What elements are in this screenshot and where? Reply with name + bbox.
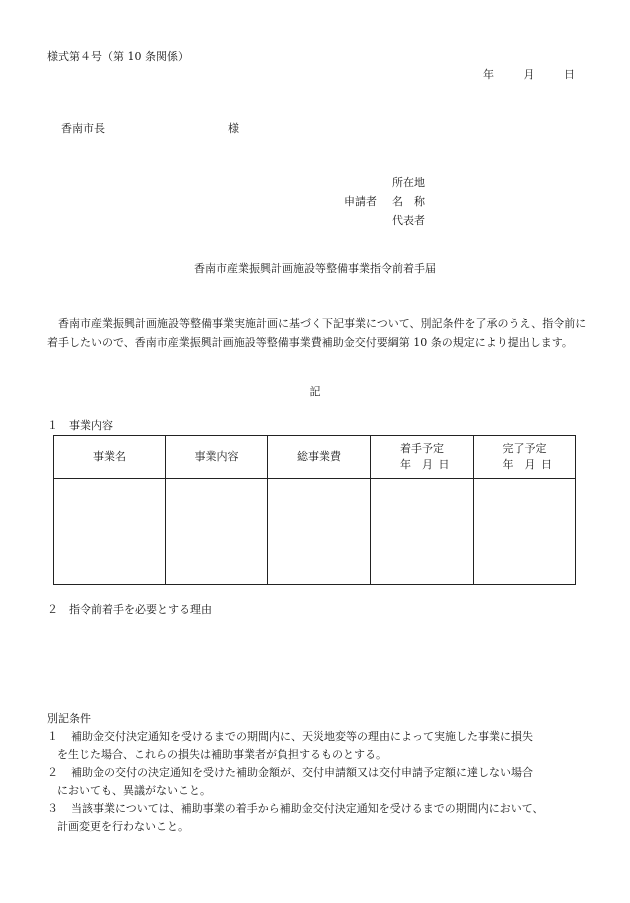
cell-project-content[interactable] — [166, 479, 268, 585]
header-project-content: 事業内容 — [166, 436, 268, 479]
date-day: 日 — [564, 68, 575, 81]
section-1-heading — [47, 419, 113, 433]
applicant-address-label: 所在地 — [392, 176, 425, 189]
cell-start-date[interactable] — [371, 479, 474, 585]
ki-heading: 記 — [309, 385, 321, 398]
completion-year: 年 — [502, 458, 514, 471]
header-total-cost: 総事業費 — [268, 436, 371, 479]
section-1-label: 事業内容 — [69, 419, 113, 432]
start-date-fields — [371, 457, 473, 473]
applicant-name-label: 名 称 — [392, 195, 425, 208]
cell-completion-date[interactable] — [474, 479, 576, 585]
conditions-heading: 別記条件 — [47, 712, 91, 725]
condition-item — [47, 728, 607, 764]
section-1-number: １ — [47, 419, 58, 432]
submission-date — [483, 68, 575, 82]
completion-month: 月 — [524, 458, 536, 471]
header-start-date — [371, 436, 474, 479]
condition-text-line2: 計画変更を行わないこと。 — [57, 820, 189, 833]
header-project-name: 事業名 — [54, 436, 166, 479]
condition-text-line1: 当該事業については、補助事業の着手から補助金交付決定通知を受けるまでの期間内において、 — [71, 802, 544, 815]
body-text — [47, 314, 587, 352]
applicant-representative-label: 代表者 — [392, 214, 425, 227]
condition-number: ２ — [47, 766, 58, 779]
body-paragraph: 香南市産業振興計画施設等整備事業実施計画に基づく下記事業について、別記条件を了承のうえ、指令前に着手したいので、香南市産業振興計画施設等整備事業費補助金交付要綱第 10 条の規定により提出します。 — [47, 317, 587, 349]
applicant-block — [344, 173, 425, 230]
form-number: 様式第４号（第 10 条関係） — [47, 50, 189, 63]
completion-day: 日 — [541, 458, 552, 471]
header-completion-date — [474, 436, 576, 479]
document-title: 香南市産業振興計画施設等整備事業指令前着手届 — [194, 262, 436, 275]
cell-total-cost[interactable] — [268, 479, 371, 585]
completion-date-fields — [474, 457, 575, 473]
table-row — [54, 479, 576, 585]
addressee-suffix: 様 — [228, 122, 239, 135]
section-2-label: 指令前着手を必要とする理由 — [69, 603, 212, 616]
condition-number: １ — [47, 730, 58, 743]
condition-number: ３ — [47, 802, 58, 815]
condition-text-line1: 補助金交付決定通知を受けるまでの期間内に、天災地変等の理由によって実施した事業に損失 — [71, 730, 533, 743]
condition-item — [47, 800, 607, 836]
project-content-table — [53, 435, 576, 585]
cell-project-name[interactable] — [54, 479, 166, 585]
start-month: 月 — [422, 458, 433, 471]
condition-text-line2: を生じた場合、これらの損失は補助事業者が負担するものとする。 — [57, 748, 387, 761]
date-month: 月 — [523, 68, 535, 81]
header-start-label: 着手予定 — [400, 442, 444, 455]
section-2-heading — [47, 603, 212, 617]
applicant-role-label: 申請者 — [344, 195, 377, 208]
condition-text-line2: においても、異議がないこと。 — [57, 784, 211, 797]
conditions-block — [47, 710, 607, 836]
date-year: 年 — [483, 68, 494, 81]
condition-item — [47, 764, 607, 800]
section-2-number: ２ — [47, 603, 58, 616]
addressee-name: 香南市長 — [61, 122, 105, 135]
table-header-row — [54, 436, 576, 479]
start-year: 年 — [400, 458, 411, 471]
condition-text-line1: 補助金の交付の決定通知を受けた補助金額が、交付申請額又は交付申請予定額に達しない場合 — [71, 766, 533, 779]
header-completion-label: 完了予定 — [502, 442, 547, 455]
start-day: 日 — [438, 458, 450, 471]
